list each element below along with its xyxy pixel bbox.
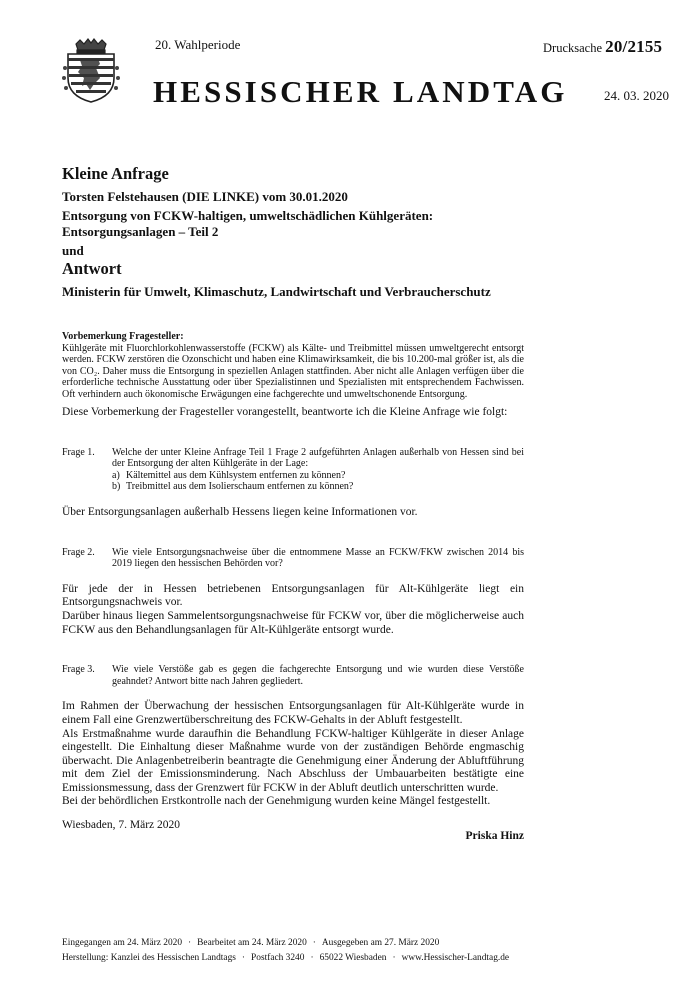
- footer-ort: 65022 Wiesbaden: [319, 953, 387, 963]
- question-1: [62, 447, 524, 493]
- footer-separator: ·: [310, 953, 314, 963]
- footer-website-link[interactable]: www.Hessischer-Landtag.de: [401, 953, 510, 963]
- signature-block: [62, 819, 524, 842]
- vorbemerkung-title: Vorbemerkung Fragesteller:: [62, 331, 184, 342]
- vorbemerkung-intro: Diese Vorbemerkung der Fragesteller vorangestellt, beantworte ich die Kleine Anfrage wie folgt:: [62, 406, 508, 418]
- question-1-a-text: Kältemittel aus dem Kühlsystem entfernen zu können?: [126, 469, 346, 481]
- antwort-heading: Antwort: [62, 259, 122, 278]
- place-date: Wiesbaden, 7. März 2020: [62, 819, 181, 831]
- page-title: HESSISCHER LANDTAG: [153, 74, 568, 109]
- document-date: 24. 03. 2020: [604, 88, 669, 103]
- footer-postfach: Postfach 3240: [251, 953, 305, 963]
- subject-line-2: Entsorgungsanlagen – Teil 2: [62, 224, 219, 239]
- question-3-label: Frage 3.: [62, 664, 95, 676]
- drucksache: [543, 37, 662, 57]
- drucksache-number: 20/2155: [605, 37, 663, 56]
- answer-3-paragraph-3: Bei der behördlichen Erstkontrolle nach der Genehmigung wurden keine Mängel festgestellt.: [62, 795, 491, 808]
- question-1-b-label: b): [112, 481, 121, 493]
- question-1-a-label: a): [112, 469, 120, 481]
- ministry-line: Ministerin für Umwelt, Klimaschutz, Landwirtschaft und Verbraucherschutz: [62, 284, 491, 299]
- subject-line-1: Entsorgung von FCKW-haltigen, umweltschädlichen Kühlgeräten:: [62, 208, 434, 223]
- footer-ausgegeben: Ausgegeben am 27. März 2020: [321, 938, 440, 948]
- und-label: und: [62, 243, 84, 258]
- answer-2-paragraph-1: Für jede der in Hessen betriebenen Entsorgungsanlagen für Alt-Kühlgeräte liegt ein Entsorgungsnachweis vor.: [62, 582, 524, 609]
- signatory-name: Priska Hinz: [465, 830, 524, 842]
- hesse-coat-of-arms-icon: [62, 38, 120, 104]
- footer-separator: ·: [241, 953, 246, 963]
- document-body: [62, 331, 524, 809]
- footer-bearbeitet: Bearbeitet am 24. März 2020: [197, 938, 307, 948]
- answer-1: Über Entsorgungsanlagen außerhalb Hessens liegen keine Informationen vor.: [62, 505, 418, 518]
- footer-separator: ·: [392, 953, 396, 963]
- question-2-text: Wie viele Entsorgungsnachweise über die entnommene Masse an FCKW/FKW zwischen 2014 bis 2019 liegen den hessischen Behörden vor?: [112, 546, 524, 570]
- footer-eingegangen: Eingegangen am 24. März 2020: [62, 938, 183, 948]
- question-2-label: Frage 2.: [62, 546, 95, 558]
- footer-publisher: [62, 953, 532, 963]
- document-heading: [62, 164, 642, 303]
- footer-separator: ·: [312, 938, 316, 948]
- drucksache-label: Drucksache: [543, 41, 602, 55]
- question-3: [62, 664, 524, 687]
- question-1-b-text: Treibmittel aus dem Isolierschaum entfernen zu können?: [126, 481, 354, 493]
- footer-herstellung: Herstellung: Kanzlei des Hessischen Landtags: [62, 953, 236, 963]
- question-1-text: Welche der unter Kleine Anfrage Teil 1 Frage 2 aufgeführten Anlagen außerhalb von Hessen sind bei der Entsorgung der alten Kühlgeräte in der Lage:: [112, 446, 524, 470]
- answer-3-paragraph-1: Im Rahmen der Überwachung der hessischen Entsorgungsanlagen für Alt-Kühlgeräte wurde in einem Fall eine Grenzwertüberschreitung des FCKW-Gehalts in der Abluft festgestellt.: [62, 700, 524, 726]
- kleine-anfrage-heading: Kleine Anfrage: [62, 164, 169, 183]
- author-line: Torsten Felstehausen (DIE LINKE) vom 30.01.2020: [62, 189, 348, 204]
- answer-3-paragraph-2: Als Erstmaßnahme wurde daraufhin die Behandlung FCKW-haltiger Kühlgeräte in dieser Anlage eingestellt. Die Einhaltung dieser Maßnahme wurde von der zuständigen Behörde engmaschig überwacht. Die Anlagenbetreiberin beantragte die Genehmigung einer Änderung der Abluftführung mit dem Ziel der Emissionsminderung. Nach Abschluss der Umbauarbeiten bestätigte eine Emissionsmessung, dass der Grenzwert für FCKW in der Abluft deutlich unterschritten wurde.: [62, 727, 524, 794]
- question-2: [62, 547, 524, 570]
- vorbemerkung-text: Kühlgeräte mit Fluorchlorkohlenwasserstoffe (FCKW) als Kälte- und Treibmittel müssen umweltgerecht entsorgt werden. FCKW zerstören die Ozonschicht und haben eine Klimawirksamkeit, die bis 10.200-mal größer ist, als die von CO₂. Daher muss die Entsorgung in speziellen Anlagen stattfinden. Aber nicht alle Anlagen verfügen über die erforderliche technische Ausstattung oder über Spezialistinnen und Spezialisten mit entsprechendem Fachwissen. Oft verhindern auch ökonomische Erwägungen eine fachgerechte und umweltschonende Entsorgung.: [62, 342, 524, 400]
- question-1-label: Frage 1.: [62, 446, 95, 458]
- wahlperiode: 20. Wahlperiode: [155, 37, 241, 52]
- answer-2-paragraph-2: Darüber hinaus liegen Sammelentsorgungsnachweise für FCKW vor, über die möglicherweise auch FCKW aus den Behandlungsanlagen für Alt-Kühlgeräte entsorgt wurde.: [62, 609, 524, 636]
- footer-separator: ·: [188, 938, 192, 948]
- footer-dates: [62, 938, 532, 948]
- question-3-text: Wie viele Verstöße gab es gegen die fachgerechte Entsorgung und wie wurden diese Verstöße geahndet? Antwort bitte nach Jahren gegliedert.: [112, 664, 524, 687]
